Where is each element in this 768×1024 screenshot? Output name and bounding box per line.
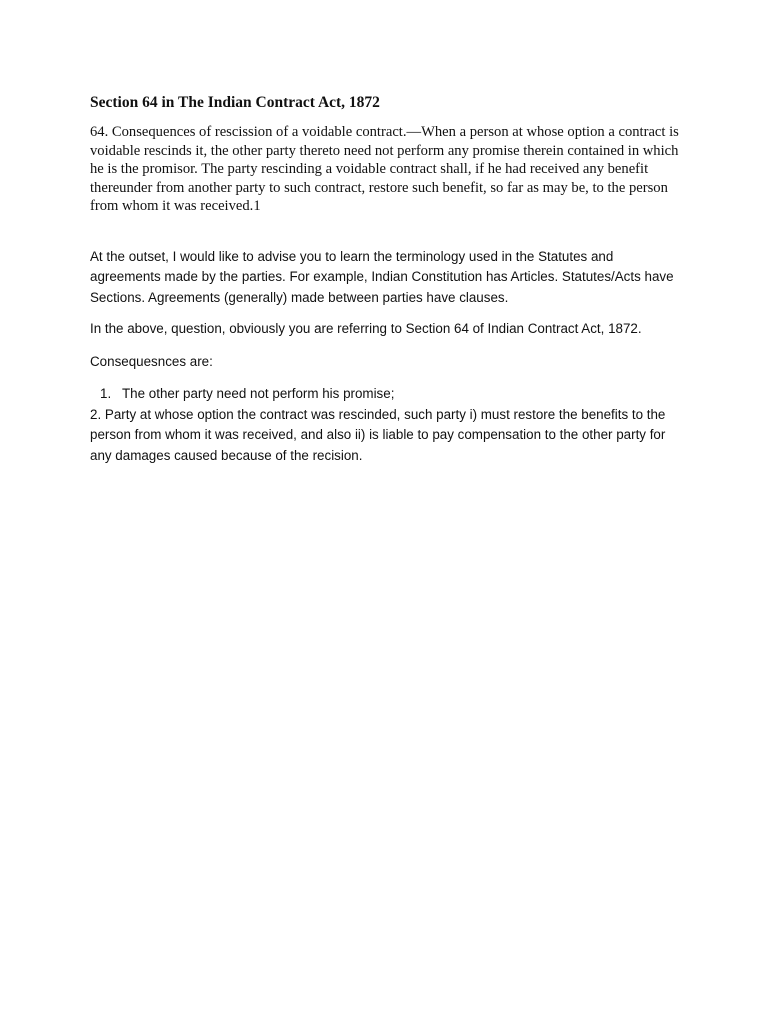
consequences-list: [90, 384, 686, 466]
consequences-label: Consequesnces are:: [90, 353, 213, 369]
list-item-number: 1.: [100, 386, 112, 402]
list-item: [90, 405, 686, 467]
list-item-text: Party at whose option the contract was rescinded, such party i) must restore the benefits to the person from whom it was received, and also ii) is liable to pay compensation to the other party for any damages caused because of the recision.: [90, 406, 666, 463]
document-content: [90, 93, 686, 466]
section-64-text: 64. Consequences of rescission of a voidable contract.—When a person at whose option a contract is voidable rescinds it, the other party thereto need not perform any promise therein contained in which he is the promisor. The party rescinding a voidable contract shall, if he had received any benefit thereunder from another party to such contract, restore such benefit, so far as may be, to the person from whom it was received.1: [90, 124, 679, 215]
answer-body: [90, 247, 686, 467]
list-item: [90, 384, 686, 405]
section-heading: Section 64 in The Indian Contract Act, 1872: [90, 94, 380, 111]
list-item-number: 2.: [90, 406, 102, 422]
list-item-text: The other party need not perform his promise;: [122, 386, 395, 402]
answer-paragraph-terminology: At the outset, I would like to advise you to learn the terminology used in the Statutes and agreements made by the parties. For example, Indian Constitution has Articles. Statutes/Acts have Sections. Agreements (generally) made between parties have clauses.: [90, 248, 674, 305]
answer-paragraph-reference: In the above, question, obviously you are referring to Section 64 of Indian Contract Act, 1872.: [90, 321, 642, 337]
